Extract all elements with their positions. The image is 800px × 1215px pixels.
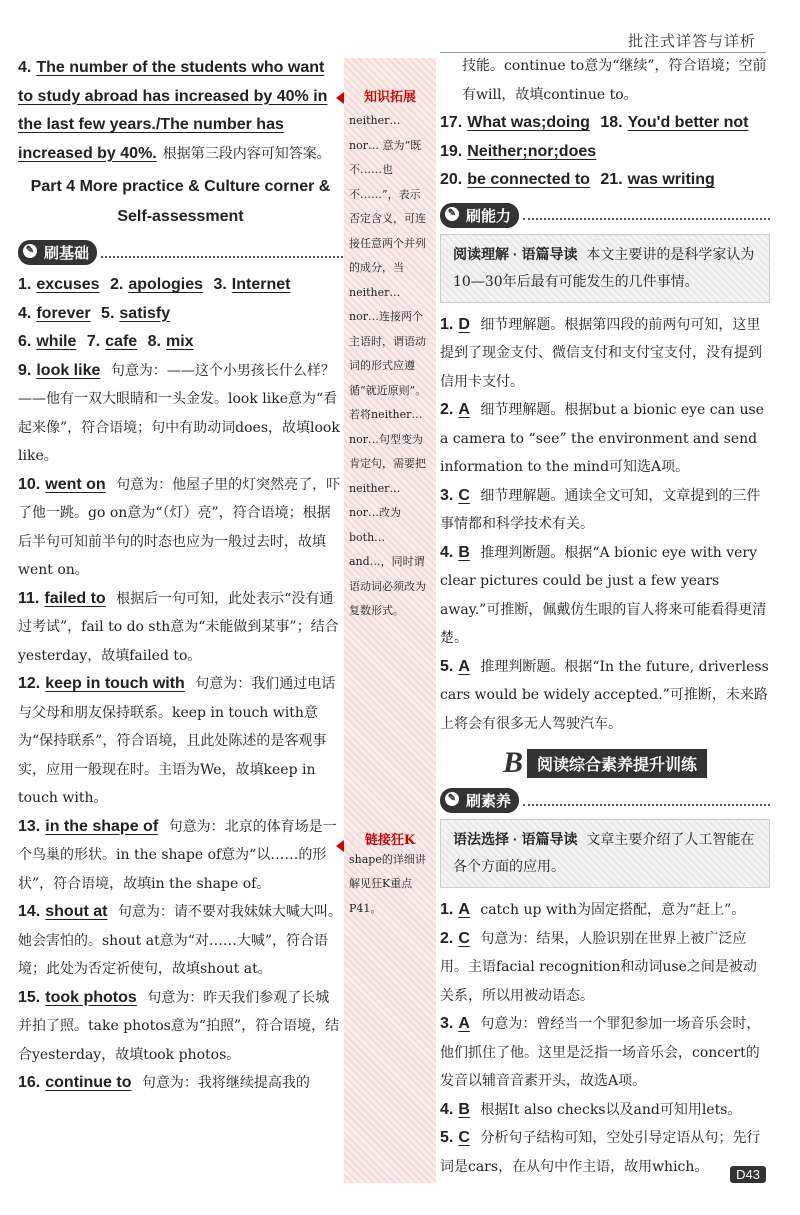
reading-guide-box	[440, 234, 770, 303]
answer: cafe	[105, 333, 138, 350]
item-number: 2.	[109, 276, 124, 293]
explanation: 句意为：昨天我们参观了长城并拍了照。take photos意为“拍照”，符合语境，结合yesterday，故填took photos。	[18, 989, 340, 1063]
divider	[523, 210, 770, 220]
answer: B	[458, 543, 470, 561]
answer-item	[440, 539, 770, 653]
answer-item	[440, 396, 770, 482]
item-number: 20.	[440, 171, 463, 188]
explanation: 推理判断题。根据“A bionic eye with very clear pictures could be just a few years away.”可推断，佩戴仿生眼的盲人将来可能看得更清楚。	[440, 544, 767, 646]
explanation: 细节理解题。通读全文可知，文章提到的三件事情都和科学技术有关。	[440, 487, 761, 532]
answer: C	[458, 929, 470, 947]
answer: keep in touch with	[45, 675, 185, 692]
answer-item	[440, 1124, 770, 1181]
explanation: 句意为：我将继续提高我的	[141, 1075, 310, 1091]
item-number: 14.	[18, 903, 41, 920]
answer: be connected to	[467, 171, 590, 188]
section-label: 刷基础	[44, 245, 90, 262]
box-label: 语法选择 · 语篇导读	[453, 831, 578, 847]
section-label: 刷能力	[466, 207, 512, 225]
item-number: 1.	[18, 276, 32, 293]
divider	[523, 796, 770, 806]
explanation: 句意为：我们通过电话与父母和朋友保持联系。keep in touch with意为“保持联系”，符合语境，且此处陈述的是客观事实，应用一般现在时。主语为We，故填keep in touch with。	[18, 676, 336, 806]
item-number: 3.	[440, 486, 454, 504]
explained-item	[18, 471, 343, 585]
item-number: 7.	[86, 333, 101, 350]
part-title: Part 4 More practice & Culture corner & Self-assessment	[30, 178, 331, 225]
answer: satisfy	[119, 304, 171, 322]
arrow-icon	[336, 92, 344, 104]
brush-icon: ✎	[445, 207, 459, 221]
box-text: 本文主要讲的是科学家认为10—30年后最有可能发生的几件事情。	[453, 246, 755, 290]
page-number: D43	[730, 1166, 766, 1183]
item-number: 16.	[18, 1074, 41, 1091]
explained-item	[18, 898, 343, 984]
explained-item	[18, 1069, 343, 1098]
link-body: shape的详细讲解见狂K重点P41。	[349, 852, 426, 915]
explanation: 句意为：他屋子里的灯突然亮了，吓了他一跳。go on意为“（灯）亮”，符合语境；根据后半句可知前半句的时态也应为一般过去时，故填went on。	[18, 476, 341, 578]
item-number: 6.	[18, 333, 32, 350]
item-number: 2.	[440, 929, 454, 947]
answer: continue to	[45, 1074, 132, 1091]
knowledge-body: neither… nor… 意为“既不……也不……”，表示否定含义，可连接任意两个并列的成分，当neither… nor…连接两个主语时，谓语动词的形式应遵循“就近原则”。若将neither… nor…句型变为肯定句，需要把neither… nor…改为both… and…，同时谓语动词必须改为复数形式。	[349, 114, 427, 617]
item-number: 8.	[147, 333, 161, 350]
item-number: 4.	[440, 543, 454, 561]
explanation: catch up with为固定搭配，意为“赶上”。	[480, 902, 746, 918]
section-basic	[18, 240, 343, 265]
item-number: 10.	[18, 475, 41, 493]
continued-text: 技能。continue to意为“继续”，符合语境；空前有will，故填continue to。	[462, 58, 767, 103]
explanation: 根据后一句可知，此处表示“没有通过考试”，fail to do sth意为“未能做到某事”；结合yesterday，故填failed to。	[18, 590, 339, 664]
explanation: 根据第三段内容可知答案。	[162, 145, 331, 162]
answer: shout at	[45, 903, 108, 920]
answer: while	[36, 333, 77, 350]
divider	[101, 248, 343, 258]
item-number: 19.	[440, 142, 463, 160]
item-number: 4.	[18, 59, 32, 76]
b-section-header	[440, 746, 770, 780]
item-number: 5.	[101, 304, 115, 322]
short-answers	[440, 109, 770, 195]
explanation: 细节理解题。根据but a bionic eye can use a camera to “see” the environment and send information to the mind可知选A项。	[440, 402, 764, 475]
answer: Internet	[231, 276, 291, 293]
item-number: 13.	[18, 817, 41, 835]
explanation: 句意为：曾经当一个罪犯参加一场音乐会时，他们抓住了他。这里是泛指一场音乐会，concert的发音以辅音音素开头，故选A项。	[440, 1016, 761, 1089]
answer: A	[458, 401, 470, 418]
item-number: 3.	[213, 276, 227, 293]
answer-row	[18, 271, 343, 300]
box-text: 文章主要介绍了人工智能在各个方面的应用。	[453, 832, 755, 875]
grammar-answers	[440, 896, 770, 1181]
grammar-guide-box	[440, 819, 770, 888]
answer-item	[440, 925, 770, 1011]
explanation: 细节理解题。根据第四段的前两句可知，这里提到了现金支付、微信支付和支付宝支付，没有提到信用卡支付。	[440, 316, 762, 390]
item-number: 1.	[440, 315, 454, 333]
answer: What was;doing	[467, 114, 590, 131]
right-column	[440, 52, 770, 1181]
reading-answers	[440, 311, 770, 739]
answer-item	[440, 311, 770, 397]
explained-item	[18, 984, 343, 1070]
sidebar-notes	[344, 58, 436, 1183]
answer-item	[440, 896, 770, 925]
item-number: 4.	[18, 304, 32, 322]
answer: You'd better not	[627, 114, 749, 131]
section-title: 阅读综合素养提升训练	[527, 749, 707, 778]
answer-row	[18, 300, 343, 329]
explanation: 分析句子结构可知，空处引导定语从句；先行词是cars，在从句中作主语，故用which。	[440, 1130, 761, 1175]
explanation: 句意为：请不要对我妹妹大喊大叫。她会害怕的。shout at意为“对……大喊”，符合语境；此处为否定祈使句，故填shout at。	[18, 904, 342, 977]
answer: took photos	[45, 988, 137, 1006]
explained-list	[18, 357, 343, 1098]
item-number: 5.	[440, 657, 454, 675]
answer: C	[458, 486, 470, 504]
answer: in the shape of	[45, 817, 159, 835]
explained-item	[18, 813, 343, 899]
answer: apologies	[128, 276, 203, 293]
explanation: 根据It also checks以及and可知用lets。	[480, 1101, 742, 1118]
link-title: 链接狂K	[364, 832, 416, 848]
answer: failed to	[44, 589, 106, 607]
explained-item	[18, 670, 343, 813]
item-number: 17.	[440, 114, 463, 131]
answer: mix	[165, 333, 194, 350]
item-number: 15.	[18, 988, 41, 1006]
item-number: 1.	[440, 901, 454, 918]
item-number: 18.	[600, 114, 623, 131]
answer: Neither;nor;does	[467, 142, 597, 160]
answer-row	[440, 166, 770, 195]
answer: A	[458, 657, 470, 675]
arrow-icon	[336, 840, 344, 852]
answer: forever	[36, 304, 91, 322]
box-label: 阅读理解 · 语篇导读	[453, 245, 578, 262]
header-title: 批注式详答与详析	[627, 33, 756, 50]
answer: A	[458, 901, 470, 918]
item-number: 9.	[18, 361, 32, 379]
section-ability	[440, 203, 770, 228]
section-label: 刷素养	[466, 793, 512, 810]
answer-item	[440, 1096, 770, 1125]
brush-icon: ✎	[445, 792, 459, 806]
explained-item	[18, 357, 343, 471]
brush-icon: ✎	[23, 244, 37, 258]
answer: was writing	[627, 171, 715, 188]
answer: look like	[36, 361, 101, 379]
answer: C	[458, 1129, 470, 1146]
explanation: 句意为：北京的体育场是一个鸟巢的形状。in the shape of意为“以……的形状”，符合语境，故填in the shape of。	[18, 818, 337, 892]
answer: B	[458, 1100, 470, 1118]
item-number: 4.	[440, 1100, 454, 1118]
answer-row	[18, 328, 343, 357]
explanation: 推理判断题。根据“In the future, driverless cars would be widely accepted.”可推断，未来路上将会有很多无人驾驶汽车。	[440, 658, 769, 732]
section-literacy	[440, 788, 770, 813]
answer-item	[440, 482, 770, 539]
answer-row	[440, 138, 770, 167]
answer-row	[440, 109, 770, 138]
item-number: 12.	[18, 675, 41, 692]
answer: A	[458, 1015, 470, 1032]
answer: went on	[45, 475, 106, 493]
item-number: 2.	[440, 401, 454, 418]
answer: excuses	[36, 276, 100, 293]
section-letter: B	[502, 746, 523, 779]
item-number: 11.	[18, 589, 40, 607]
left-column	[18, 52, 343, 1098]
item-number: 21.	[600, 171, 623, 188]
explanation: 句意为：结果，人脸识别在世界上被广泛应用。主语facial recognition和动词use之间是被动关系，所以用被动语态。	[440, 930, 757, 1004]
item-number: 5.	[440, 1129, 454, 1146]
knowledge-title: 知识拓展	[363, 90, 416, 105]
item-4	[18, 54, 343, 168]
item-number: 3.	[440, 1015, 454, 1032]
explained-item	[18, 585, 343, 671]
answer: The number of the students who want to study abroad has increased by 40% in the last few years./The number has increased by 40%.	[18, 59, 328, 162]
answer: D	[458, 315, 470, 333]
answer-item	[440, 1010, 770, 1096]
answer-item	[440, 653, 770, 739]
explanation: 句意为：——这个小男孩长什么样？——他有一双大眼睛和一头金发。look like意为“看起来像”，符合语境；句中有助动词does，故填look like。	[18, 362, 340, 464]
